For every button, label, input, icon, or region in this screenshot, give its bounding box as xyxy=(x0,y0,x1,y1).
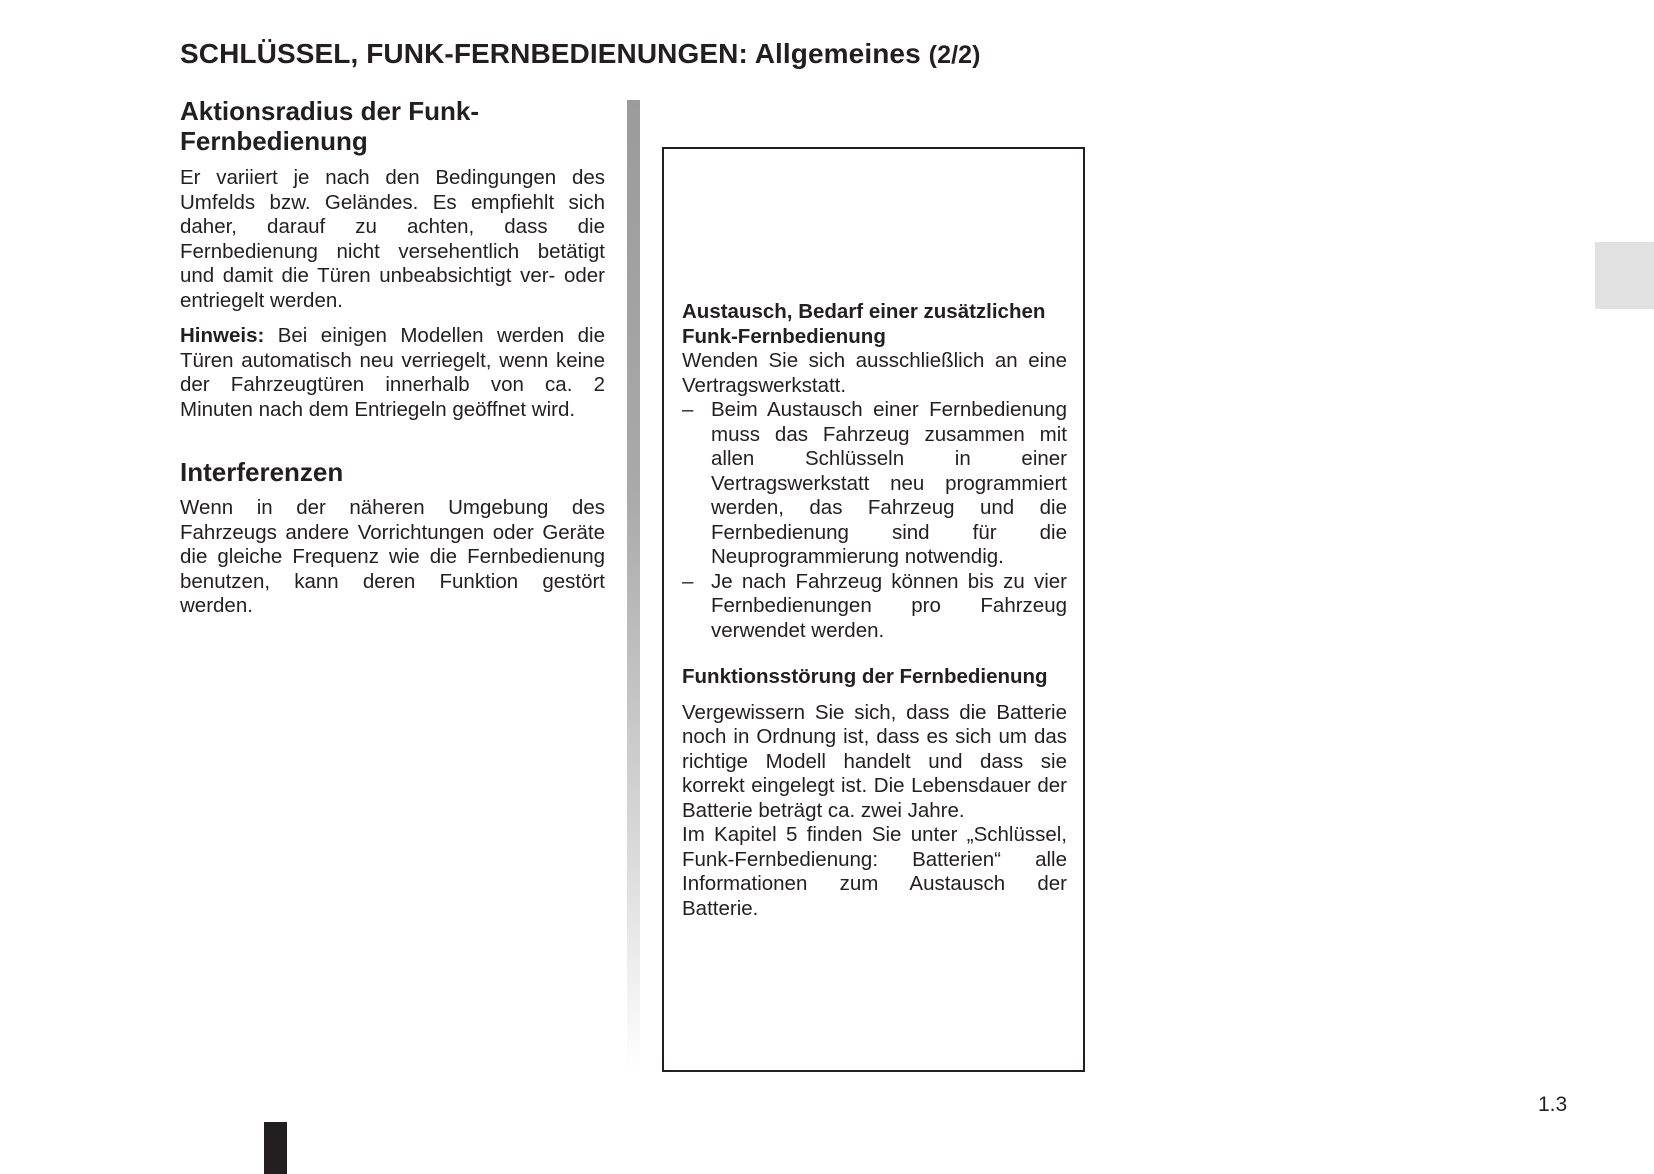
interference-paragraph: Wenn in der näheren Umgebung des Fahrzeugs andere Vorrichtungen oder Geräte die gleiche Frequenz wie die Fernbedienung benutzen, kann deren Funktion gestört werden. xyxy=(180,496,605,617)
section-heading-range xyxy=(180,96,605,156)
replacement-heading xyxy=(682,300,1067,349)
left-column xyxy=(180,96,605,619)
replacement-list xyxy=(682,398,1067,643)
page-marker xyxy=(264,1122,287,1174)
battery-reference-paragraph: Im Kapitel 5 finden Sie unter „Schlüssel, Funk-Fernbedienung: Batterien“ alle Informationen zum Austausch der Batterie. xyxy=(682,823,1067,920)
malfunction-paragraph: Vergewissern Sie sich, dass die Batterie noch in Ordnung ist, dass es sich um das richtige Modell handelt und dass sie korrekt eingelegt ist. Die Lebensdauer der Batterie beträgt ca. zwei Jahre. xyxy=(682,700,1067,822)
replacement-heading-line1: Austausch, Bedarf einer zusätzlichen xyxy=(682,300,1046,323)
list-item xyxy=(682,570,1067,644)
list-item xyxy=(682,398,1067,570)
note-paragraph xyxy=(180,324,605,422)
chapter-tab xyxy=(1595,242,1654,309)
column-divider xyxy=(627,100,640,1070)
info-box xyxy=(662,147,1085,1072)
list-item-text: Beim Austausch einer Fernbedienung muss das Fahrzeug zusammen mit allen Schlüsseln in einer Vertragswerkstatt neu programmiert werden, das Fahrzeug und die Fernbedienung sind für die Neuprogrammierung notwendig. xyxy=(711,398,1067,568)
malfunction-heading: Funktionsstörung der Fernbedienung xyxy=(682,665,1048,688)
page-number: 1.3 xyxy=(1538,1093,1568,1116)
range-paragraph: Er variiert je nach den Bedingungen des Umfelds bzw. Geländes. Es empfiehlt sich daher, darauf zu achten, dass die Fernbedienung nicht versehentlich betätigt und damit die Türen unbeabsichtigt ver- oder entriegelt werden. xyxy=(180,166,605,312)
dash-icon: – xyxy=(682,398,694,421)
note-label: Hinweis: xyxy=(180,324,265,347)
list-item-text: Je nach Fahrzeug können bis zu vier Fernbedienungen pro Fahrzeug verwendet werden. xyxy=(711,569,1067,642)
info-box-content xyxy=(682,300,1067,921)
page-title-text: SCHLÜSSEL, FUNK-FERNBEDIENUNGEN: Allgemeines xyxy=(180,38,921,69)
section-heading-range-line1: Aktionsradius der Funk- xyxy=(180,96,480,126)
replacement-intro: Wenden Sie sich ausschließlich an eine Vertragswerkstatt. xyxy=(682,349,1067,397)
section-heading-range-line2: Fernbedienung xyxy=(180,126,368,156)
page-title xyxy=(180,38,981,70)
section-heading-interference: Interferenzen xyxy=(180,457,344,487)
replacement-heading-line2: Funk-Fernbedienung xyxy=(682,324,886,348)
dash-icon: – xyxy=(682,569,694,593)
note-text: Bei einigen Modellen werden die Türen automatisch neu verriegelt, wenn keine der Fahrzeugtüren innerhalb von ca. 2 Minuten nach dem Entriegeln geöffnet wird. xyxy=(180,324,605,421)
page-title-suffix: (2/2) xyxy=(928,41,981,69)
